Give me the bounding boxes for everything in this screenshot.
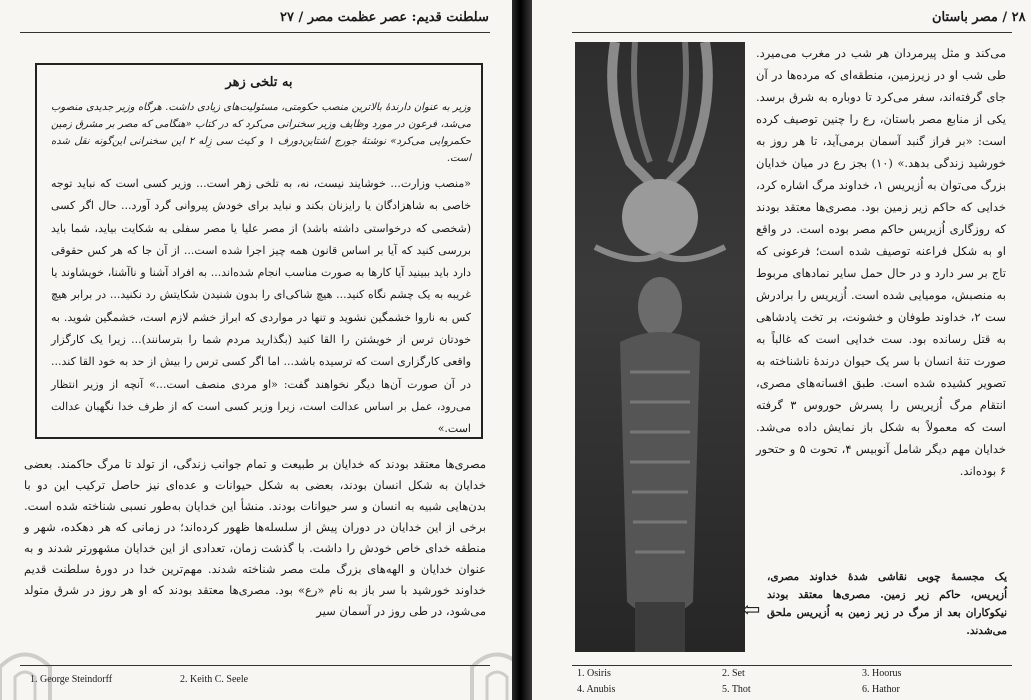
header-rule [572, 32, 1012, 33]
footnote: 1. Osiris [577, 668, 611, 679]
right-body-text: می‌کند و مثل پیرمردان هر شب در مغرب می‌میرد. طی شب او در زیرزمین، منطقه‌ای که مرده‌ها در آن جای گرفته‌اند، سفر می‌کرد تا دوباره به شرق برسد. یکی از منابع مصر باستان، رع را چنین توصیف کرده است: «بر فراز گنبد آسمان برمی‌آید، تا هر روز به خورشید زندگی بدهد.» (۱۰) بجز رع در میان خدایان بزرگ می‌توان به اُزیریس ۱، خداوند مرگ اشاره کرد، خدایی که حاکم زیر زمین بود. مصری‌ها معتقد بودند که روزگاری اُزیریس حاکم مصر بوده است. در واقع او به شکل فراعنه توصیف شده است؛ فرعونی که تاج بر سر دارد و در حال حمل سایر نمادهای مربوط به منصبش، مومیایی شده است. اُزیریس را برادرش ست ۲، خداوند طوفان و خشونت، بر تخت پادشاهی به قتل رسانده بود. ست خدایی است که غالباً به صورت تنهٔ انسان با سر یک حیوان درندهٔ ناشناخته به تصویر کشیده شده است. طبق افسانه‌های مصری، انتقام مرگ اُزیریس را پسرش حوروس ۳ گرفته است که معمولاً به شکل باز نمایش داده می‌شد. خدایان مهم دیگر شامل آنوبیس ۴، تحوت ۵ و حتحور ۶ بوده‌اند. [756, 46, 1007, 478]
footnote: 6. Hathor [862, 684, 900, 695]
footnote: 2. Keith C. Seele [180, 674, 249, 685]
right-page [532, 0, 1031, 700]
left-body-text: مصری‌ها معتقد بودند که خدایان بر طبیعت و تمام جوانب زندگی، از تولد تا مرگ حاکمند. بعضی خدایان به شکل انسان بودند، بعضی به شکل حیوانات و عده‌ای نیز حاصل ترکیب این دو با بدن‌هایی شبیه به انسان و سر حیوانات بودند. منشأ این خدایان به‌طور نسبی شناخته شده است. برخی از این خدایان در دوران پیش از سلسله‌ها ظهور کرده‌اند؛ در زمانی که هر دهکده، شهر و منطقه خدای خاص خودش را داشت. با گذشت زمان، تعدادی از این خدایان مشهورتر شدند و به عنوان خدایان و الهه‌های بزرگ ملت مصر شناخته شدند. مهم‌ترین خدا در دورهٔ سلطنت قدیم خداوند خورشید با سر باز به نام «رع» بود. مصری‌ها معتقد بودند که او هر روز در شرق متولد می‌شود، در طی روز در آسمان سیر [24, 457, 486, 618]
osiris-statue-illustration [575, 42, 745, 652]
footnote-rule [572, 665, 1012, 666]
arrow-left-icon: ⇦ [742, 598, 761, 623]
right-running-header: ۲۸ / مصر باستان [932, 10, 1026, 25]
watermark-logo [0, 642, 60, 700]
box-quote: «منصب وزارت... خوشایند نیست، نه، به تلخی زهر است... وزیر کسی است که نباید توجه خاصی به شاهزادگان یا رایزنان بکند و نباید برای خودش پیروانی گرد آورد... حال اگر کسی (شخصی که درخواستی داشته باشد) از مصر علیا یا مصر سفلی به شکایت بیاید، شما باید بررسی کنید که آیا بر اساس قانون همه چیز اجرا شده است... از آن جا که هر کس حقوقی دارد باید ببینید آیا کارها به صورت مناسب انجام شده‌اند... به افراد آشنا و ناآشنا، خویشاوند یا غریبه به یک چشم نگاه کنید... هیچ شاکی‌ای را بدون شنیدن شکایتش رد نکنید... در برابر هیچ کس به ناروا خشمگین نشوید و تنها در مواردی که ابراز خشم لازم است، خشمگین شوید. به خودتان ترس از خویشتن را القا کنید (بگذارید مردم شما را بترسانند)... زیرا یک کارگزار واقعی کارگزاری است که ترسیده باشد... اما اگر کسی ترس را بیش از حد به خود القا کند... در آن صورت آن‌ها دیگر نخواهند گفت: «او مردی منصف است...» آنچه از وزیر انتظار می‌رود، عمل بر اساس عدالت است، زیرا وزیر کسی است که از طرف خدا نگهبان عدالت است.» [51, 177, 471, 436]
box-intro: وزیر به عنوان دارندهٔ بالاترین منصب حکومتی، مسئولیت‌های زیادی داشت. هرگاه وزیر جدیدی منصوب می‌شد، فرعون در مورد وظایف وزیر سخنرانی می‌کرد که در کتاب «هنگامی که مصر بر مشرق زمین حکمروایی می‌کرد» نوشتهٔ جورج اشتاین‌دورف ۱ و کیث سی زِله ۲ این سخنرانی این‌گونه نقل شده است. [51, 102, 471, 164]
footnote: 4. Anubis [577, 684, 616, 695]
osiris-statue-photo [575, 42, 745, 652]
watermark-logo [462, 642, 512, 700]
left-page [0, 0, 512, 700]
footnote-rule [20, 665, 490, 666]
footnote: 3. Hoorus [862, 668, 902, 679]
left-running-header: سلطنت قدیم: عصر عظمت مصر / ۲۷ [280, 10, 489, 25]
sidebar-box [35, 63, 483, 439]
header-rule [20, 32, 490, 33]
footnote: 2. Set [722, 668, 745, 679]
footnote: 5. Thot [722, 684, 751, 695]
book-gutter [512, 0, 532, 700]
box-title: به تلخی زهر [225, 75, 293, 90]
footnote: 1. George Steindorff [30, 674, 113, 685]
photo-caption: یک مجسمهٔ چوبی نقاشی شدهٔ خداوند مصری، اُزیریس، حاکم زیر زمین. مصری‌ها معتقد بودند نیکوکاران بعد از مرگ در زیر زمین به اُزیریس ملحق می‌شدند. [767, 571, 1007, 637]
